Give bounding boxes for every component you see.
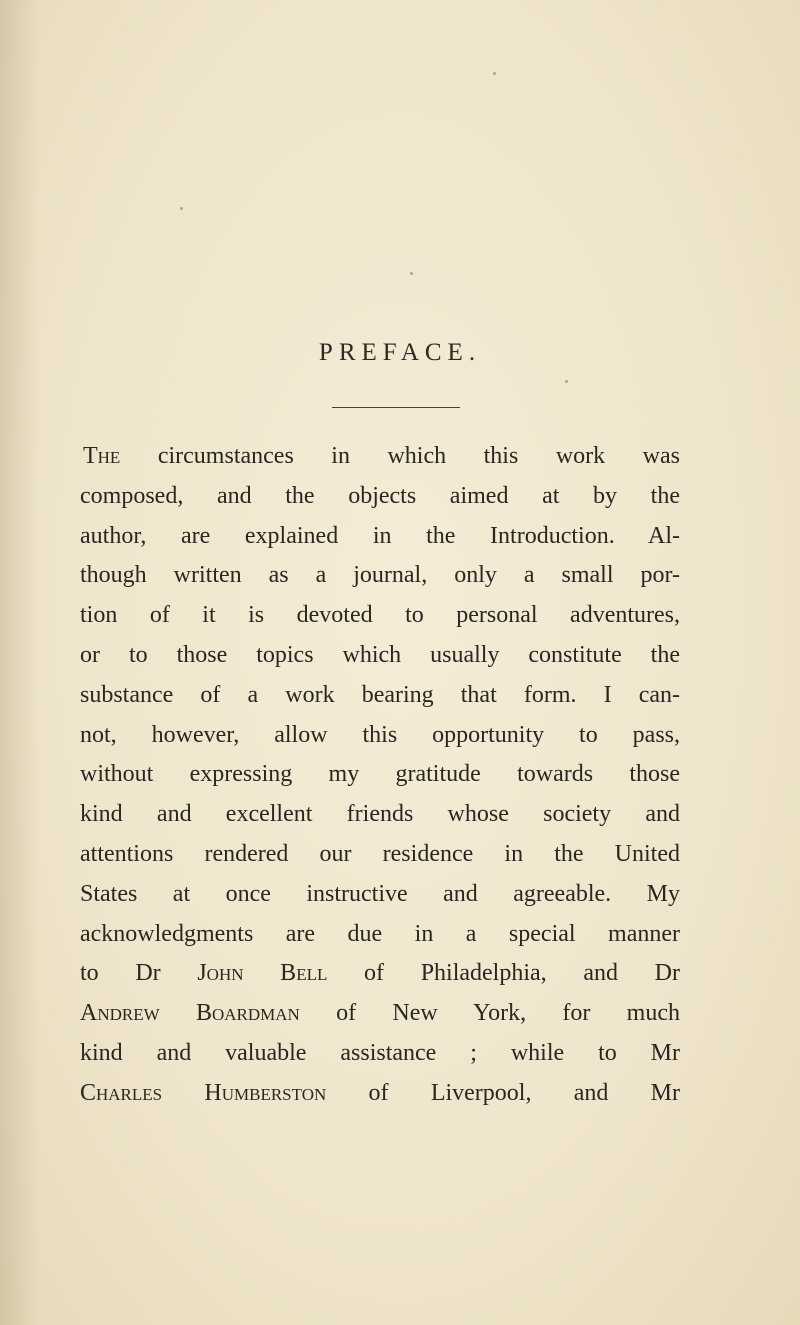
text-line: kind and valuable assistance ; while to Mr xyxy=(80,1039,680,1066)
text-line: author, are explained in the Introduction. Al- xyxy=(80,522,680,549)
person-name: John Bell xyxy=(197,960,328,987)
page-title: PREFACE. xyxy=(318,339,482,366)
text-line: substance of a work bearing that form. I can- xyxy=(80,681,680,708)
paper-speck xyxy=(410,272,413,275)
text-line: States at once instructive and agreeable. My xyxy=(80,880,680,907)
text-line: kind and excellent friends whose society and xyxy=(80,801,680,828)
text-line: or to those topics which usually constitute the xyxy=(80,641,680,668)
text-line: composed, and the objects aimed at by the xyxy=(80,482,680,509)
paper-speck xyxy=(180,207,183,210)
person-name: Andrew Boardman xyxy=(80,1000,300,1027)
text-line: though written as a journal, only a small por- xyxy=(80,562,680,589)
small-caps-word: The xyxy=(83,443,121,469)
gutter-shadow xyxy=(0,0,40,1325)
title-rule xyxy=(332,407,460,408)
text-line: to Dr John Bell of Philadelphia, and Dr xyxy=(80,960,680,987)
text-line: Charles Humberston of Liverpool, and Mr xyxy=(80,1079,680,1106)
text-line: without expressing my gratitude towards those xyxy=(80,761,680,788)
paper-speck xyxy=(565,380,568,383)
paper-speck xyxy=(493,72,496,75)
preface-paragraph xyxy=(80,437,680,1114)
text-line: The circumstances in which this work was xyxy=(83,443,680,469)
text-line: attentions rendered our residence in the United xyxy=(80,840,680,867)
text-line: Andrew Boardman of New York, for much xyxy=(80,1000,680,1027)
text-line: not, however, allow this opportunity to pass, xyxy=(80,721,680,748)
text-line: acknowledgments are due in a special manner xyxy=(80,920,680,947)
person-name: Charles Humberston xyxy=(80,1079,327,1106)
text-line: tion of it is devoted to personal adventures, xyxy=(80,602,680,629)
